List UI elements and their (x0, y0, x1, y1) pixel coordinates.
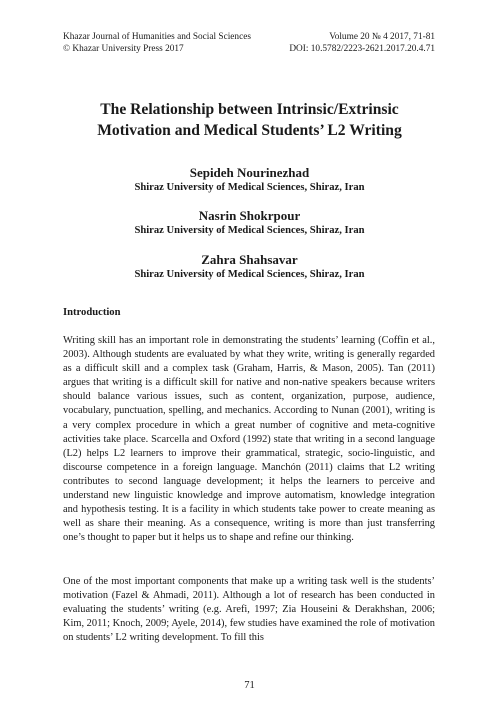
body-paragraph: One of the most important components that make up a writing task well is the students’ motivation (Fazel & Ahmadi, 2011). Although a lot of research has been conducted in evaluating the students’ writing (e.g. Arefi, 1997; Zia Houseini & Derakhshan, 2006; Kim, 2011; Knoch, 2009; Ayele, 2014), few studies have examined the role of motivation on students’ L2 writing development. To fill this (63, 576, 435, 644)
title-line-2: Motivation and Medical Students’ L2 Writing (97, 122, 402, 139)
author-affiliation: Shiraz University of Medical Sciences, Shiraz, Iran (134, 182, 365, 193)
author-name: Sepideh Nourinezhad (189, 165, 310, 180)
author-block (40, 164, 459, 195)
section-heading: Introduction (63, 307, 121, 318)
running-header-line-1 (63, 31, 435, 43)
copyright-notice: © Khazar University Press 2017 (63, 44, 184, 54)
issue-info: Volume 20 № 4 2017, 71-81 (329, 32, 435, 42)
title-line-1: The Relationship between Intrinsic/Extrinsic (100, 101, 399, 118)
author-affiliation: Shiraz University of Medical Sciences, Shiraz, Iran (134, 269, 365, 280)
body-paragraph: Writing skill has an important role in demonstrating the students’ learning (Coffin et al., 2003). Although students are evaluated by what they write, writing is generally regarded as a difficult skill and a complex task (Graham, Harris, & Mason, 2005). Tan (2011) argues that writing is a difficult skill for native and non-native speakers because writers should balance various issues, such as content, organization, purpose, audience, vocabulary, punctuation, spelling, and mechanics. According to Nunan (2001), writing is a very complex procedure in which a great number of cognitive and meta-cognitive activities take place. Scarcella and Oxford (1992) state that writing in a second language (L2) helps L2 learners to improve their grammatical, strategic, socio-linguistic, and discourse competence in a foreign language. Manchón (2011) claims that L2 writing contributes to second language development; it helps the learners to perceive and understand new linguistic knowledge and improve automatism, knowledge integration and hypothesis testing. It is a facility in which students take power to create meaning as well as share their meaning. As a consequence, writing is more than just transferring one’s thought to paper but it helps us to shape and refine our thinking. (63, 335, 435, 544)
doi: DOI: 10.5782/2223-2621.2017.20.4.71 (289, 44, 435, 54)
page-number: 71 (244, 680, 255, 691)
author-block (40, 207, 459, 238)
author-name: Nasrin Shokrpour (198, 208, 301, 223)
author-block (40, 251, 459, 282)
running-header-line-2 (63, 43, 435, 55)
journal-name: Khazar Journal of Humanities and Social Sciences (63, 32, 251, 42)
author-affiliation: Shiraz University of Medical Sciences, Shiraz, Iran (134, 225, 365, 236)
paper-title (40, 99, 459, 141)
author-name: Zahra Shahsavar (201, 252, 298, 267)
